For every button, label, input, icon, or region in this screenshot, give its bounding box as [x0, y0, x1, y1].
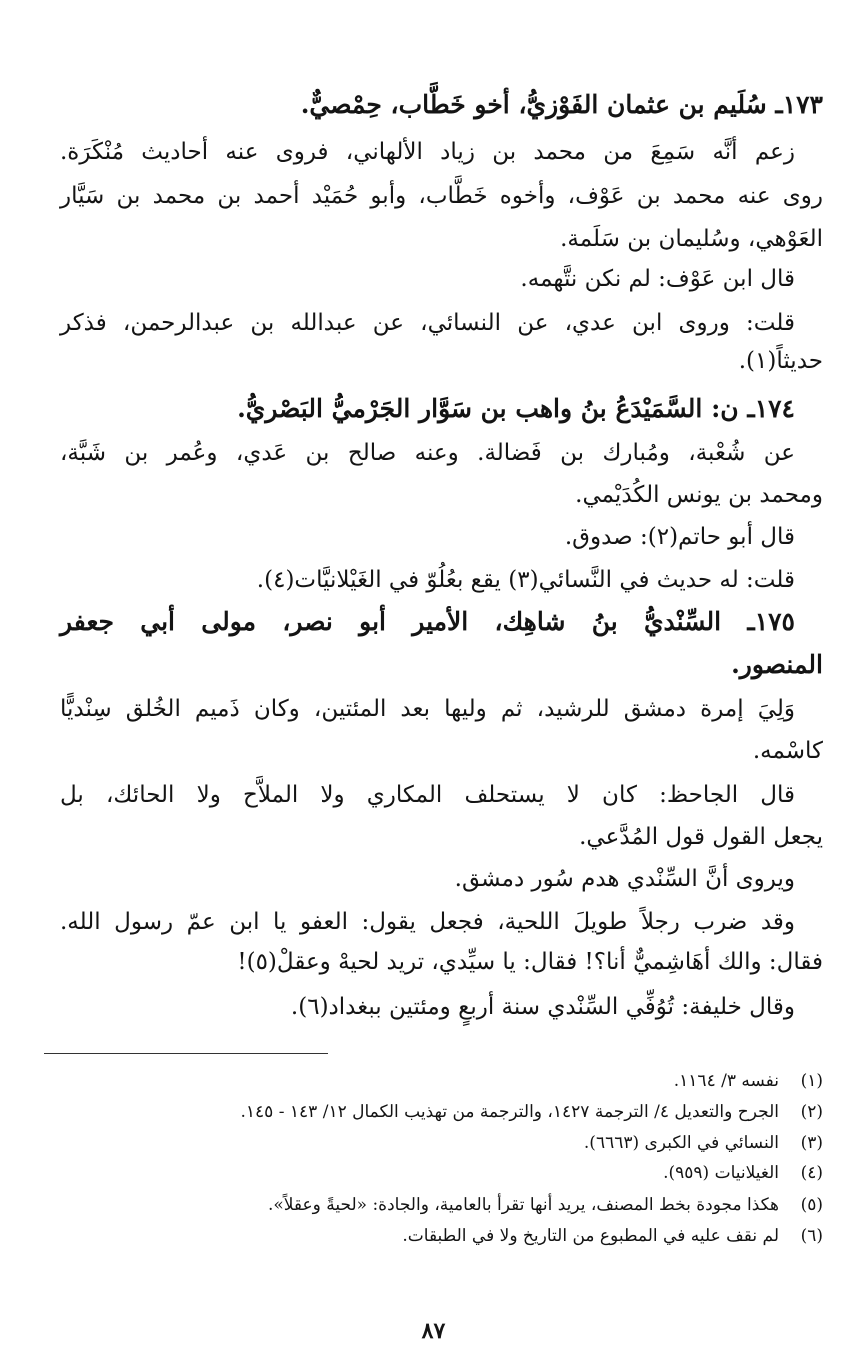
- entry-heading-174: ١٧٤ـ ن: السَّمَيْدَعُ بنُ واهب بن سَوَّار الجَرْميُّ البَصْريُّ.: [237, 394, 795, 423]
- text-line: وقد ضرب رجلاً طويلَ اللحية، فجعل يقول: العفو يا ابن عمّ رسول الله.: [60, 909, 795, 935]
- entry-heading-175-cont: المنصور.: [731, 650, 823, 679]
- footnote-text: النسائي في الكبرى (٦٦٦٣).: [583, 1133, 779, 1153]
- text-line: ويروى أنَّ السِّنْدي هدم سُور دمشق.: [454, 866, 795, 892]
- text-line: قال الجاحظ: كان لا يستحلف المكاري ولا الملاَّح ولا الحائك، بل: [60, 782, 795, 808]
- text-line: حديثاً(١).: [738, 348, 823, 374]
- entry-heading-175: ١٧٥ـ السِّنْديُّ بنُ شاهِك، الأمير أبو نصر، مولى أبي جعفر: [60, 607, 795, 636]
- text-line: يجعل القول قول المُدَّعي.: [579, 824, 823, 850]
- text-line: كاسْمه.: [752, 738, 823, 764]
- footnote-number: (٢): [800, 1102, 823, 1122]
- text-line: فقال: والك أهَاشِميٌّ أنا؟! فقال: يا سيِّدي، تريد لحيهْ وعقلْ(٥)!: [237, 949, 823, 975]
- text-line: قال ابن عَوْف: لم نكن نتَّهمه.: [520, 266, 795, 292]
- footnote-number: (٥): [800, 1195, 823, 1215]
- footnote-text: لم نقف عليه في المطبوع من التاريخ ولا في الطبقات.: [402, 1226, 779, 1246]
- text-line: العَوْهي، وسُليمان بن سَلَمة.: [560, 226, 823, 252]
- footnote: [60, 1223, 823, 1249]
- text-line: وَلِيَ إمرة دمشق للرشيد، ثم وليها بعد المئتين، وكان ذَميم الخُلق سِنْديًّا: [60, 696, 795, 722]
- footnote: [60, 1192, 823, 1218]
- text-line: قلت: وروى ابن عدي، عن النسائي، عن عبدالله بن عبدالرحمن، فذكر: [60, 310, 795, 336]
- footnote-number: (٣): [800, 1133, 823, 1153]
- footnote: [60, 1160, 823, 1186]
- text-line: زعم أنَّه سَمِعَ من محمد بن زياد الألهاني، فروى عنه أحاديث مُنْكَرَة.: [60, 139, 795, 165]
- footnote-number: (٤): [800, 1163, 823, 1183]
- footnote: [60, 1130, 823, 1156]
- text-line: قلت: له حديث في النَّسائي(٣) يقع بعُلُوّ في الغَيْلانيَّات(٤).: [256, 567, 795, 593]
- footnote-number: (٦): [800, 1226, 823, 1246]
- footnote: [60, 1068, 823, 1094]
- footnote-text: الغيلانيات (٩٥٩).: [663, 1163, 779, 1183]
- footnote-text: الجرح والتعديل ٤/ الترجمة ١٤٢٧، والترجمة من تهذيب الكمال ١٢/ ١٤٣ - ١٤٥.: [240, 1102, 779, 1122]
- text-line: روى عنه محمد بن عَوْف، وأخوه خَطَّاب، وأبو حُمَيْد أحمد بن محمد بن سَيَّار: [60, 183, 823, 209]
- text-line: عن شُعْبة، ومُبارك بن فَضالة. وعنه صالح بن عَدي، وعُمر بن شَبَّة،: [60, 440, 795, 466]
- footnote: [60, 1099, 823, 1125]
- page-number: ٨٧: [421, 1318, 446, 1344]
- footnote-separator: [44, 1053, 328, 1054]
- text-line: ومحمد بن يونس الكُدَيْمي.: [575, 482, 823, 508]
- footnote-number: (١): [800, 1071, 823, 1091]
- text-line: قال أبو حاتم(٢): صدوق.: [564, 524, 795, 550]
- text-line: وقال خليفة: تُوُفِّي السِّنْدي سنة أربعٍ ومئتين ببغداد(٦).: [290, 994, 795, 1020]
- footnote-text: هكذا مجودة بخط المصنف، يريد أنها تقرأ بالعامية، والجادة: «لحيةً وعقلاً».: [267, 1195, 779, 1215]
- entry-heading-173: ١٧٣ـ سُلَيم بن عثمان الفَوْزيُّ، أخو خَطَّاب، حِمْصيٌّ.: [300, 90, 823, 119]
- footnote-text: نفسه ٣/ ١١٦٤.: [673, 1071, 779, 1091]
